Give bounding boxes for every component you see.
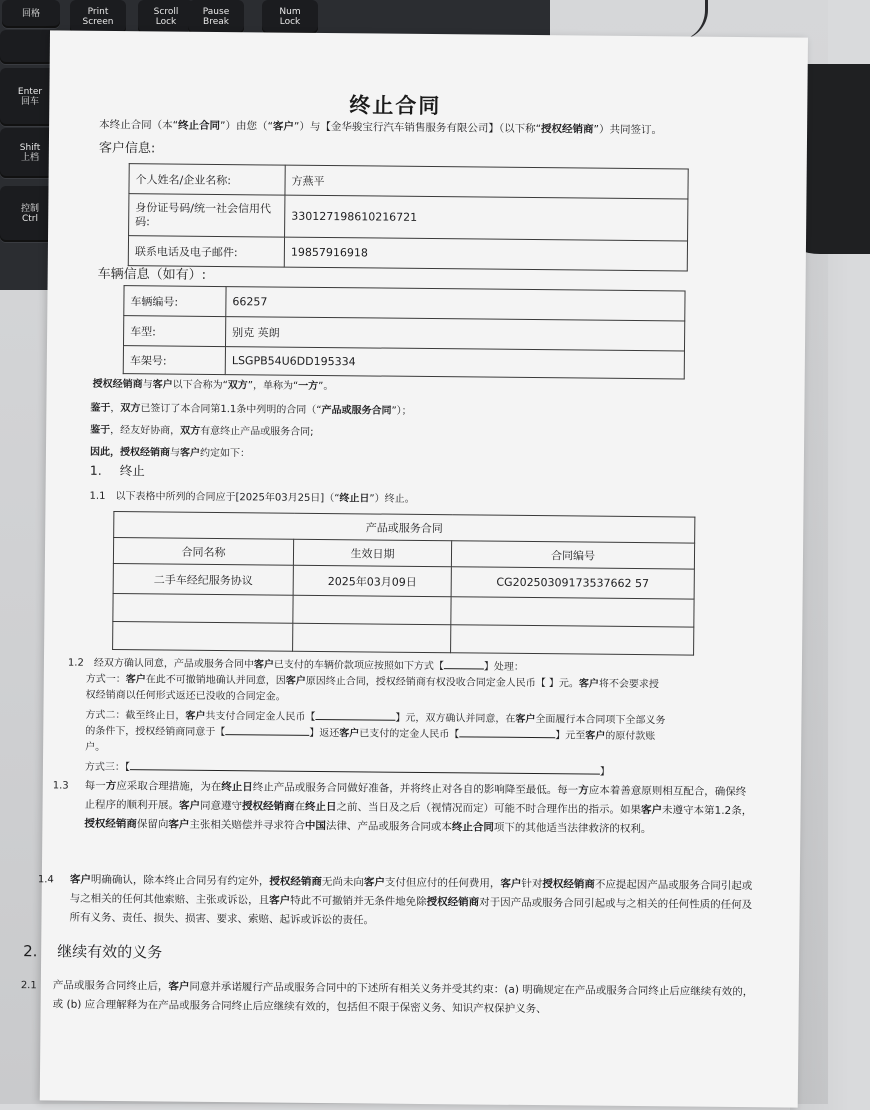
text: 】 (599, 766, 610, 778)
text: 经双方确认同意，产品或服务合同中 (93, 657, 254, 671)
text: 项下的其他适当法律救济的权利。 (493, 821, 652, 836)
section-number: 1. (89, 462, 102, 478)
term: 客户 (363, 876, 385, 889)
text: 应采取合理措施，为在 (116, 780, 222, 794)
text: 之前、当日及之后（视情况而定）可能不时合理作出的指示。如果 (336, 801, 642, 817)
clause-number: 2.1 (20, 980, 37, 992)
vehicle-row (123, 346, 684, 379)
cell-contract-number: CG20250309173537662 57 (451, 567, 694, 599)
text: 同意并承诺履行产品或服务合同中的下述所有相关义务并受其约束：(a) 明确规定在产品或服务合同终止后应继续有效的，或 (b) 应合理解释为在产品或服务合同终止后应继续有效的，包括但不限于保密义务、知识产权保护义务、 (52, 980, 754, 1016)
term: 授权经销商 (426, 896, 480, 909)
vehicle-number-value: 66257 (226, 287, 685, 321)
vehicle-model-label: 车型: (123, 316, 225, 347)
recital-2 (90, 421, 314, 438)
vehicle-number-label: 车辆编号: (124, 286, 226, 317)
text: 】处理： (483, 661, 524, 673)
customer-name-label: 个人姓名/企业名称: (129, 164, 285, 195)
section-number: 2. (23, 942, 38, 961)
document-title: 终止合同 (349, 93, 442, 119)
table-caption: 产品或服务合同 (114, 511, 695, 543)
key-pause-break (188, 0, 244, 34)
term: 客户 (585, 730, 606, 742)
text: 明确确认，除本终止合同另有约定外， (90, 873, 270, 888)
customer-row (129, 194, 688, 241)
term: 中国 (304, 819, 326, 833)
clause-1-2 (67, 656, 666, 782)
text: 已支付的定金人民币【 (359, 728, 460, 741)
text: 全面履行本合同项下全部义务 (535, 714, 666, 727)
term: 客户 (185, 710, 206, 722)
text: 保留向 (136, 818, 169, 831)
term: 客户 (168, 818, 190, 831)
cell-empty (293, 623, 451, 653)
key-print-screen (70, 0, 126, 34)
key-num-lock (262, 0, 318, 34)
customer-id-label: 身份证号码/统一社会信用代码: (129, 194, 285, 237)
text: ，经友好协商， (110, 424, 181, 437)
text: 权经销商以任何形式返还已没收的合同定金。 (85, 689, 286, 703)
customer-contact-value: 19857916918 (284, 237, 687, 271)
customer-id-value: 330127198610216721 (285, 195, 688, 241)
term: 授权经销商 (119, 447, 171, 459)
cell-empty (293, 595, 451, 625)
term: 方 (578, 784, 589, 797)
text: 无尚未向 (321, 876, 364, 889)
clause-1-4 (37, 870, 754, 934)
customer-info-table (128, 163, 689, 271)
contract-table (112, 511, 695, 656)
text: 共支付合同定金人民币【 (205, 710, 316, 723)
text: 针对 (521, 877, 543, 891)
term: 双方 (180, 425, 201, 437)
cell-empty (451, 597, 694, 627)
text: ”）； (391, 405, 412, 417)
text: 原因终止合同，授权经销商有权没收合同定金人民币【 】元。 (305, 675, 580, 690)
text: ”，单称为“ (247, 380, 299, 392)
text: 将不会要求授 (598, 678, 660, 691)
customer-name-value: 方燕平 (285, 165, 688, 199)
text: ， (110, 402, 121, 415)
text: 方式二：截至终止日， (85, 709, 186, 722)
text: 不应提起因产品或服务合同引起或与之相关的任何其他索赔、主张或诉讼，且 (69, 878, 753, 907)
text: ”。 (318, 380, 334, 393)
text: 终止产品或服务合同做好准备，并将终止对各自的影响降至最低。每一 (252, 781, 579, 797)
term: 客户 (515, 713, 536, 726)
intro-term: 授权经销商 (541, 123, 594, 136)
term: 客户 (253, 659, 274, 671)
term: 方 (105, 779, 117, 793)
key-label: 回格 (21, 9, 40, 19)
intro-text: ”）与【金华骏宝行汽车销售服务有限公司】（以下称“ (293, 120, 542, 136)
term: 客户 (125, 674, 146, 686)
key-label-cn: 回车 (20, 97, 39, 107)
text: 法律、产品或服务合同或本 (325, 820, 452, 834)
text: 主张相关赔偿并寻求符合 (189, 818, 305, 832)
text: 与 (169, 447, 181, 459)
text: 以下合称为“ (172, 379, 228, 392)
intro-text: ”）由您（“ (220, 119, 274, 133)
clause-1-1 (89, 487, 414, 505)
section-title: 继续有效的义务 (57, 942, 163, 962)
key-label: Pause Break (202, 7, 230, 27)
customer-info-heading: 客户信息: (98, 140, 156, 157)
term: 授权经销商 (242, 800, 295, 813)
col-header-contract-name: 合同名称 (113, 537, 293, 565)
key-label: Enter (17, 87, 43, 97)
vehicle-model-value: 别克 英朗 (225, 317, 684, 351)
customer-contact-label: 联系电话及电子邮件: (128, 236, 284, 267)
clause-body (84, 777, 753, 840)
cell-empty (451, 625, 694, 655)
term: 授权经销商 (269, 875, 322, 889)
key-label: Print Screen (82, 7, 114, 27)
key-label-cn: 控制 (20, 204, 39, 214)
term: 一方 (298, 380, 319, 392)
cell-empty (113, 621, 293, 651)
intro-term: 终止合同 (178, 119, 221, 132)
text: 方式三：【 (84, 761, 130, 774)
text: 】元至 (555, 730, 586, 742)
vehicle-info-table (123, 285, 686, 379)
text: 户。 (85, 741, 106, 753)
recital-1 (90, 399, 411, 417)
clause-number: 1.3 (52, 780, 69, 792)
intro-text: ”）共同签订。 (593, 123, 663, 137)
key-backspace (2, 0, 60, 28)
text: 未遵守本第1.2条， (662, 804, 753, 818)
text: 已支付的车辆价款项应按照如下方式【 (273, 659, 444, 673)
text: 的条件下，授权经销商同意于【 (85, 725, 226, 739)
term: 客户 (641, 804, 663, 817)
section-2-heading (23, 940, 162, 962)
intro-term: 客户 (272, 120, 295, 133)
clause-body (69, 871, 754, 935)
term: 客户 (339, 728, 360, 740)
term: 鉴于 (90, 402, 111, 414)
blank-field (130, 769, 600, 775)
clause-number: 1.4 (37, 874, 54, 886)
text: 】元，双方确认并同意，在 (395, 712, 516, 725)
key-label: Ctrl (21, 214, 38, 224)
text: 的原付款账 (605, 730, 656, 743)
col-header-contract-number: 合同编号 (451, 541, 694, 569)
col-header-effective-date: 生效日期 (293, 539, 451, 567)
term: 客户 (269, 894, 291, 907)
term: 客户 (500, 877, 522, 890)
text: 应本着善意原则相互配合，确保终止程序的顺利开展。 (84, 784, 747, 812)
term: 双方 (227, 380, 248, 392)
cell-empty (113, 593, 293, 623)
clause-body (53, 976, 759, 1021)
intro-paragraph (99, 117, 662, 137)
term: 终止日 (305, 800, 337, 814)
term: 客户 (578, 678, 600, 690)
blank-field (315, 719, 395, 721)
blank-field (444, 668, 484, 669)
section-1-heading (90, 461, 145, 480)
text: 以下表格中所列的合同应于[2025年03月25日]（“ (115, 491, 340, 505)
text: 特此不可撤销并无条件地免除 (290, 894, 427, 909)
clause-1-3 (52, 776, 753, 840)
term: 授权经销商 (542, 878, 595, 891)
text: 在此不可撤销地确认并同意，因 (145, 674, 286, 687)
text: 在 (294, 800, 306, 813)
term: 产品或服务合同 (321, 404, 392, 417)
key-label: Num Lock (279, 7, 301, 27)
key-label: Scroll Lock (153, 7, 179, 27)
term: 鉴于 (90, 424, 111, 436)
vehicle-info-heading: 车辆信息（如有）: (97, 266, 207, 283)
term: 客户 (179, 447, 201, 459)
key-scroll-lock (138, 0, 194, 34)
text: 约定如下： (199, 447, 251, 460)
blank-field (225, 734, 309, 736)
term: 客户 (152, 379, 173, 391)
text: 与 (142, 379, 153, 391)
term: 终止日 (339, 493, 370, 505)
vin-value: LSGPB54U6DD195334 (225, 347, 684, 379)
term: 授权经销商 (92, 378, 143, 391)
term: 客户 (285, 675, 306, 687)
text: 有意终止产品或服务合同; (200, 425, 314, 438)
text: 产品或服务合同终止后， (52, 979, 169, 993)
text: 方式一： (85, 673, 126, 686)
term: 客户 (168, 980, 190, 993)
text: 支付但应付的任何费用， (384, 876, 501, 890)
clause-2-1 (21, 976, 759, 1021)
intro-text: 本终止合同（本“ (99, 118, 179, 132)
term: 授权经销商 (84, 817, 137, 831)
key-label: Shift (19, 143, 41, 153)
customer-row (128, 236, 687, 271)
text: ”）终止。 (369, 493, 415, 505)
text: 已签订了本合同第1.1条中列明的合同（“ (140, 403, 322, 416)
term: 客户 (179, 799, 201, 812)
text: 】返还 (309, 727, 340, 740)
text: 同意遵守 (200, 799, 243, 813)
text: 每一 (84, 779, 106, 792)
cell-effective-date: 2025年03月09日 (293, 565, 451, 597)
blank-field (459, 736, 555, 738)
term: 双方 (120, 403, 141, 415)
table-row (113, 621, 694, 655)
cell-contract-name: 二手车经纪服务协议 (113, 563, 293, 595)
term: 因此， (89, 446, 121, 459)
key-label-cn: 上档 (20, 153, 39, 163)
clause-number: 1.2 (67, 657, 84, 669)
text: 对于因产品或服务合同引起或与之相关的任何性质的任何及所有义务、责任、损失、损害、要求、索赔、起诉或诉讼的责任。 (69, 896, 753, 927)
term: 终止合同 (451, 821, 494, 834)
term: 终止日 (221, 781, 253, 794)
term: 客户 (69, 873, 91, 886)
agreement-lead-in (90, 443, 250, 460)
section-title: 终止 (119, 463, 145, 479)
parties-definition (93, 375, 334, 392)
clause-number: 1.1 (89, 490, 106, 502)
vin-label: 车架号: (123, 346, 225, 375)
